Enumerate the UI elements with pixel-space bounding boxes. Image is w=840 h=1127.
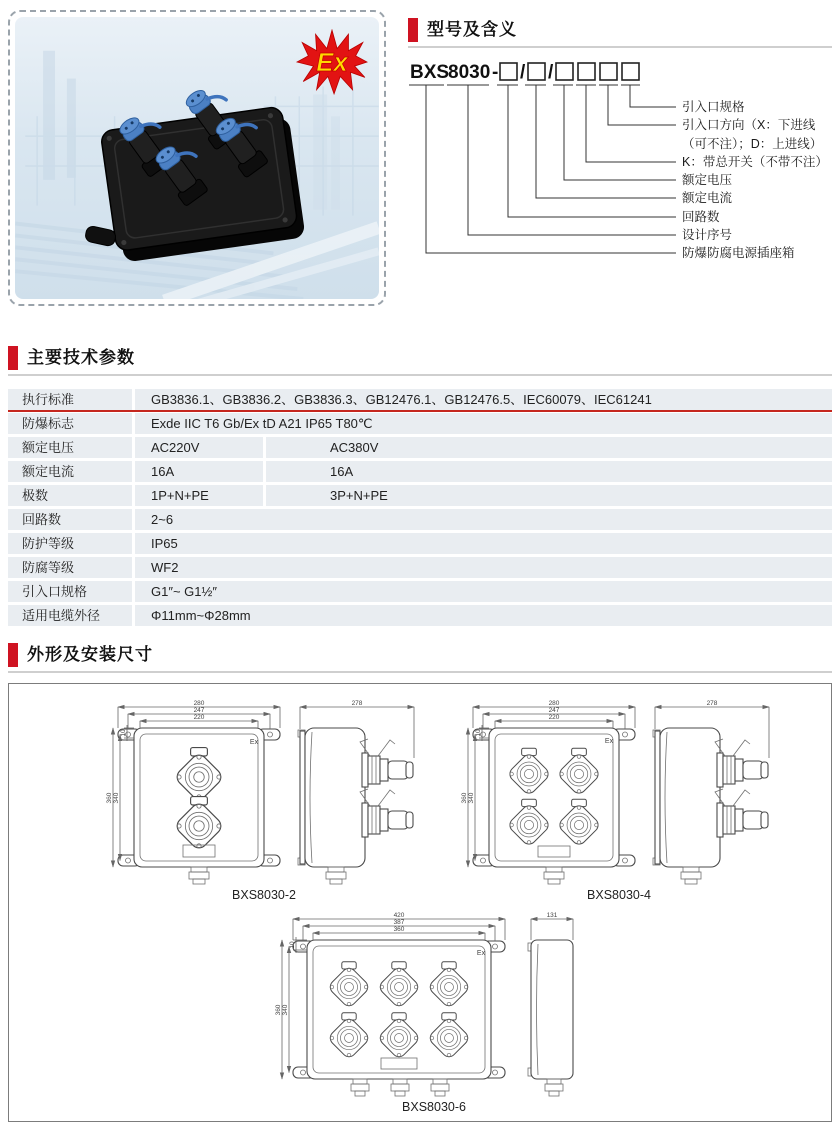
dim-label: 360 (106, 792, 113, 804)
tech-table (8, 389, 832, 626)
row-value: 16A (135, 461, 263, 482)
table-row (8, 581, 832, 602)
side-plug (715, 789, 768, 837)
model-box-1 (500, 63, 517, 80)
row-value: AC380V (266, 437, 832, 458)
model-series: 8030 (448, 62, 491, 83)
dim-label: 247 (193, 707, 205, 714)
section-accent-bar (8, 643, 18, 667)
model-box-6 (622, 63, 639, 80)
model-label: 引入口规格 (682, 100, 745, 114)
row-label: 防爆标志 (8, 413, 132, 434)
row-value: WF2 (135, 557, 832, 578)
model-label: 额定电流 (682, 191, 733, 205)
model-label: K：带总开关（不带不注） (682, 155, 828, 169)
product-photo-frame (8, 10, 386, 306)
model-box-4 (578, 63, 595, 80)
table-row (8, 485, 832, 506)
dim-label: 387 (393, 919, 405, 926)
model-section (408, 18, 832, 269)
model-dash: - (492, 62, 499, 83)
drawing-bxs8030-6 (269, 910, 599, 1116)
model-label: 防爆防腐电源插座箱 (682, 246, 795, 260)
dim-label: 10 (475, 729, 482, 737)
model-label: 额定电压 (682, 173, 733, 187)
ex-badge-text: Ex (316, 49, 348, 78)
dim-label: 340 (282, 1004, 289, 1016)
side-view (528, 940, 573, 1096)
row-label: 额定电流 (8, 461, 132, 482)
dim-label: 220 (193, 714, 205, 721)
leader-line (630, 85, 676, 107)
row-value: 16A (266, 461, 832, 482)
section-title: 主要技术参数 (27, 348, 135, 367)
row-label: 执行标准 (8, 389, 132, 410)
row-value: AC220V (135, 437, 263, 458)
dim-section-header (8, 643, 832, 673)
drawing-caption: BXS8030-6 (402, 1100, 466, 1114)
dim-section (8, 643, 832, 1122)
row-value: Φ11mm~Φ28mm (135, 605, 832, 626)
dim-label: 280 (193, 700, 205, 707)
row-label: 回路数 (8, 509, 132, 530)
drawing-bxs8030-4 (459, 698, 779, 904)
row-value: Exde IIC T6 Gb/Ex tD A21 IP65 T80℃ (135, 413, 832, 434)
row-label: 适用电缆外径 (8, 605, 132, 626)
socket-box (65, 70, 306, 268)
model-prefix: BXS (410, 62, 450, 83)
dim-label: 360 (393, 926, 405, 933)
front-view (118, 728, 280, 884)
dim-label: 360 (275, 1004, 282, 1016)
table-row (8, 605, 832, 626)
row-label: 极数 (8, 485, 132, 506)
leader-line (536, 85, 676, 198)
front-view (473, 728, 635, 884)
dim-label: 131 (546, 912, 558, 919)
dim-label: 280 (548, 700, 560, 707)
dim-label: 10 (289, 941, 296, 949)
ex-mark: Ex (476, 950, 486, 957)
model-box-5 (600, 63, 617, 80)
dim-label: 247 (548, 707, 560, 714)
section-title: 型号及含义 (427, 20, 517, 39)
table-row (8, 557, 832, 578)
section-accent-bar (408, 18, 418, 42)
row-value: 3P+N+PE (266, 485, 832, 506)
side-plug (360, 739, 413, 787)
row-label: 额定电压 (8, 437, 132, 458)
row-value: G1″~ G1½″ (135, 581, 832, 602)
model-box-3 (556, 63, 573, 80)
side-plug (715, 739, 768, 787)
ex-mark: Ex (249, 739, 259, 746)
model-label: 设计序号 (682, 228, 733, 242)
product-photo (15, 17, 379, 299)
model-slash-2: / (548, 62, 554, 83)
model-box-2 (528, 63, 545, 80)
table-row (8, 461, 832, 482)
row-label: 防护等级 (8, 533, 132, 554)
table-row (8, 437, 832, 458)
dimension-drawings-panel (8, 683, 832, 1122)
row-label: 引入口规格 (8, 581, 132, 602)
tech-section (8, 346, 832, 629)
model-label: 回路数 (682, 210, 720, 224)
table-row (8, 509, 832, 530)
front-view (293, 940, 505, 1096)
drawing-caption: BXS8030-4 (587, 888, 651, 902)
dim-label: 340 (468, 792, 475, 804)
section-title: 外形及安装尺寸 (27, 645, 153, 664)
table-row (8, 389, 832, 412)
leader-line (508, 85, 676, 217)
dim-label: 420 (393, 912, 405, 919)
leader-line (608, 85, 676, 125)
side-view (298, 728, 413, 884)
row-value: IP65 (135, 533, 832, 554)
dim-label: 360 (461, 792, 468, 804)
row-label: 防腐等级 (8, 557, 132, 578)
ex-mark: Ex (604, 738, 614, 745)
side-plug (360, 789, 413, 837)
drawing-bxs8030-2 (104, 698, 424, 904)
leader-line (564, 85, 676, 180)
row-value: GB3836.1、GB3836.2、GB3836.3、GB12476.1、GB12476.5、IEC60079、IEC61241 (135, 389, 832, 410)
side-view (653, 728, 768, 884)
model-label: 引入口方向（X：下进线 (682, 118, 816, 132)
tech-section-header (8, 346, 832, 376)
ex-starburst-icon (295, 29, 369, 95)
leader-line (586, 85, 676, 162)
row-value: 2~6 (135, 509, 832, 530)
row-value: 1P+N+PE (135, 485, 263, 506)
table-row (8, 533, 832, 554)
model-slash-1: / (520, 62, 526, 83)
model-code-diagram (408, 58, 832, 264)
dim-label: 278 (706, 700, 718, 707)
model-section-header (408, 18, 832, 48)
dim-label: 340 (113, 792, 120, 804)
drawing-caption: BXS8030-2 (232, 888, 296, 902)
model-label: （可不注）；D：上进线） (682, 137, 823, 151)
dim-label: 278 (351, 700, 363, 707)
dim-label: 10 (120, 729, 127, 737)
dim-label: 220 (548, 714, 560, 721)
table-row (8, 413, 832, 434)
section-accent-bar (8, 346, 18, 370)
leader-line (426, 85, 676, 253)
